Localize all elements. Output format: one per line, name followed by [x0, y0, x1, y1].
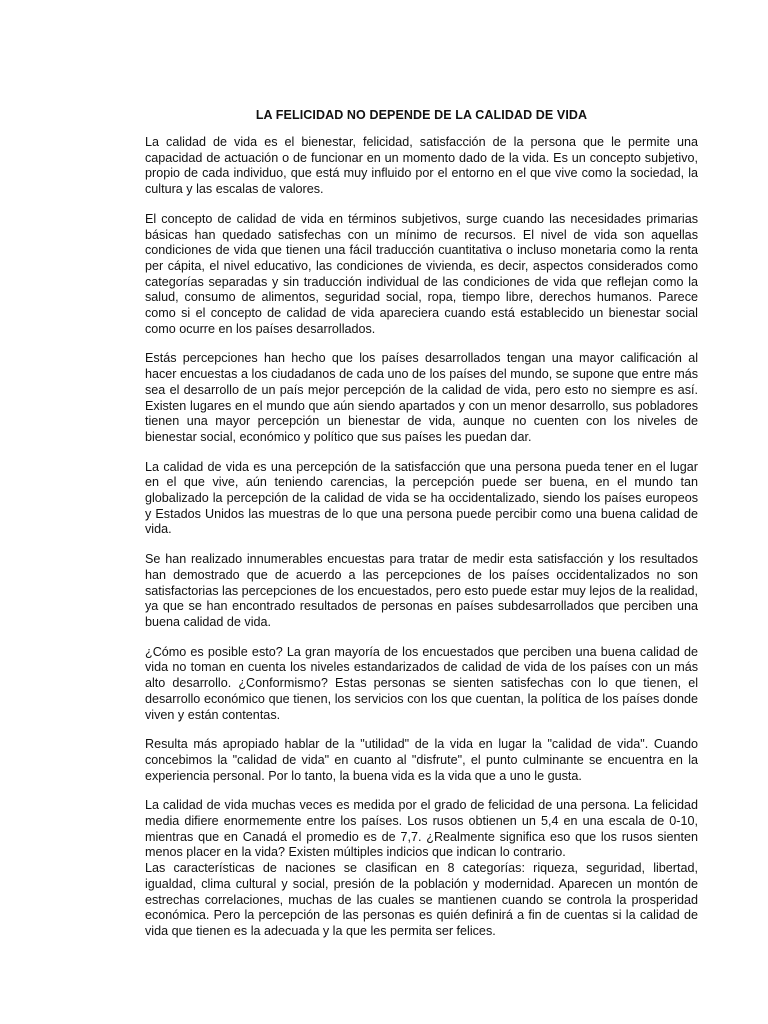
paragraph-4: La calidad de vida es una percepción de la satisfacción que una persona pueda tener en el lugar en el que vive, aún teniendo carencias, la percepción puede ser buena, en el mundo tan globalizado la percepción de la calidad de vida se ha occidentalizado, siendo los países europeos y Estados Unidos las muestras de lo que una persona puede percibir como una buena calidad de vida. [145, 459, 698, 537]
paragraph-1: La calidad de vida es el bienestar, felicidad, satisfacción de la persona que le permite una capacidad de actuación o de funcionar en un momento dado de la vida. Es un concepto subjetivo, propio de cada individuo, que está muy influido por el entorno en el que vive como la sociedad, la cultura y las escalas de valores. [145, 135, 698, 197]
paragraph-5: Se han realizado innumerables encuestas para tratar de medir esta satisfacción y los resultados han demostrado que de acuerdo a las percepciones de los países occidentalizados no son satisfactorias las percepciones de los encuestados, pero esto puede estar muy lejos de la realidad, ya que se han encontrado resultados de personas en países subdesarrollados que perciben una buena calidad de vida. [145, 552, 698, 629]
paragraph-3: Estás percepciones han hecho que los países desarrollados tengan una mayor calificación al hacer encuestas a los ciudadanos de cada uno de los países del mundo, se supone que entre más sea el desarrollo de un país mejor percepción de la calidad de vida, pero esto no siempre es así. Existen lugares en el mundo que aún siendo apartados y con un menor desarrollo, sus pobladores tienen una mayor percepción un bienestar de vida, aunque no cuenten con los niveles de bienestar social, económico y político que sus países les puedan dar. [145, 351, 698, 444]
document-title: LA FELICIDAD NO DEPENDE DE LA CALIDAD DE VIDA [255, 108, 588, 122]
paragraph-9: Las características de naciones se clasifican en 8 categorías: riqueza, seguridad, libertad, igualdad, clima cultural y social, presión de la población y modernidad. Aparecen un montón de estrechas correlaciones, muchas de las cuales se mantienen cuando se controla la prosperidad económica. Pero la percepción de las personas es quién definirá a fin de cuentas si la calidad de vida que tienen es la adecuada y la que les permita ser felices. [145, 861, 698, 938]
paragraph-7: Resulta más apropiado hablar de la "utilidad" de la vida en lugar la "calidad de vida". Cuando concebimos la "calidad de vida" en cuanto al "disfrute", el punto culminante se encuentra en la experiencia personal. Por lo tanto, la buena vida es la vida que a uno le gusta. [145, 737, 698, 783]
paragraph-2: El concepto de calidad de vida en términos subjetivos, surge cuando las necesidades primarias básicas han quedado satisfechas con un mínimo de recursos. El nivel de vida son aquellas condiciones de vida que tienen una fácil traducción cuantitativa o incluso monetaria como la renta per cápita, el nivel educativo, las condiciones de vivienda, es decir, aspectos considerados como categorías separadas y sin traducción individual de las condiciones de vida que reflejan como la salud, consumo de alimentos, seguridad social, ropa, tiempo libre, derechos humanos. Parece como si el concepto de calidad de vida apareciera cuando está establecido un bienestar social como ocurre en los países desarrollados. [145, 211, 698, 336]
paragraph-6: ¿Cómo es posible esto? La gran mayoría de los encuestados que perciben una buena calidad de vida no toman en cuenta los niveles estandarizados de calidad de vida de los países con un más alto desarrollo. ¿Conformismo? Estas personas se sienten satisfechas con lo que tienen, el desarrollo económico que tienen, los servicios con los que cuentan, la política de los países donde viven y están contentas. [145, 644, 698, 722]
paragraph-8: La calidad de vida muchas veces es medida por el grado de felicidad de una persona. La felicidad media difiere enormemente entre los países. Los rusos obtienen un 5,4 en una escala de 0-10, mientras que en Canadá el promedio es de 7,7. ¿Realmente significa eso que los rusos sienten menos placer en la vida? Existen múltiples indicios que indican lo contrario. [145, 798, 698, 860]
document-page [145, 108, 698, 954]
